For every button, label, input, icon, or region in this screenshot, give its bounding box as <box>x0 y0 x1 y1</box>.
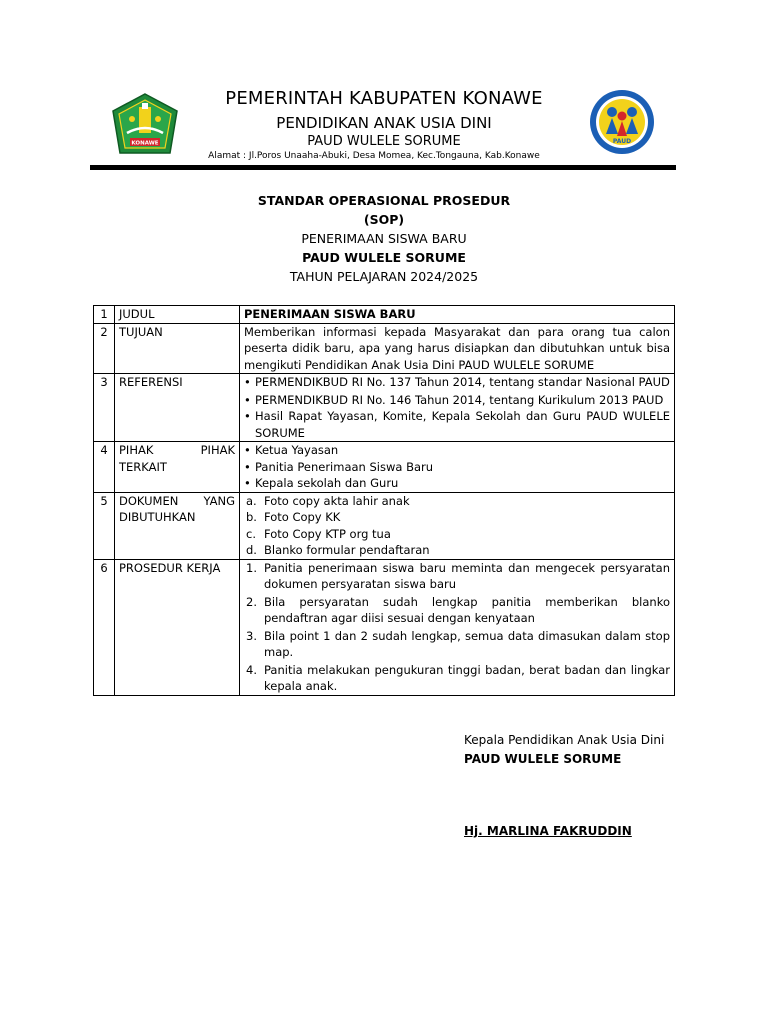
letterhead-institution: PENDIDIKAN ANAK USIA DINI <box>276 114 492 132</box>
row-label: PIHAK PIHAK TERKAIT <box>115 442 240 493</box>
list-marker: d. <box>246 543 257 557</box>
row-label: PROSEDUR KERJA <box>115 559 240 695</box>
list-item: • Hasil Rapat Yayasan, Komite, Kepala Sekolah dan Guru PAUD WULELE SORUME <box>244 408 670 441</box>
logo-right-caption: PAUD <box>612 138 632 145</box>
table-row <box>94 323 675 374</box>
row-label: TUJUAN <box>115 323 240 374</box>
doc-title-line-1: STANDAR OPERASIONAL PROSEDUR <box>257 193 511 208</box>
list-item <box>244 509 670 526</box>
list-item: • Kepala sekolah dan Guru <box>244 475 670 492</box>
row-label: JUDUL <box>115 306 240 324</box>
sop-table <box>93 305 675 696</box>
list-item <box>244 594 670 627</box>
list-item <box>244 542 670 559</box>
row-value <box>240 442 675 493</box>
list-item <box>244 628 670 661</box>
doc-title-line-2: (SOP) <box>363 212 405 227</box>
list-item-text: Bila point 1 dan 2 sudah lengkap, semua data dimasukan dalam stop map. <box>264 628 670 659</box>
list-item: • PERMENDIKBUD RI No. 137 Tahun 2014, tentang standar Nasional PAUD <box>244 374 670 391</box>
row-number: 2 <box>94 323 115 374</box>
list-item-text: Bila persyaratan sudah lengkap panitia memberikan blanko pendaftran agar diisi sesuai dengan kenyataan <box>264 594 670 625</box>
list-item: • Ketua Yayasan <box>244 442 670 459</box>
list-item-text: Blanko formular pendaftaran <box>264 543 430 557</box>
letterhead-divider <box>90 165 676 170</box>
list-marker: 4. <box>246 662 257 677</box>
list-item-text: Foto Copy KK <box>264 510 341 524</box>
row-label: REFERENSI <box>115 374 240 442</box>
signature-role: Kepala Pendidikan Anak Usia Dini <box>464 733 665 747</box>
list-item <box>244 493 670 510</box>
doc-title-line-5: TAHUN PELAJARAN 2024/2025 <box>289 269 479 284</box>
row-number: 5 <box>94 492 115 559</box>
signature-school: PAUD WULELE SORUME <box>464 752 622 766</box>
list-marker: 2. <box>246 594 257 609</box>
table-row <box>94 442 675 493</box>
list-marker: 3. <box>246 628 257 643</box>
letterhead-school: PAUD WULELE SORUME <box>307 134 461 149</box>
list-item <box>244 662 670 695</box>
list-marker: b. <box>246 510 257 524</box>
list-marker: c. <box>246 526 256 541</box>
list-item-text: Foto copy akta lahir anak <box>264 493 410 508</box>
list-item-text: Foto Copy KTP org tua <box>264 526 391 541</box>
row-value: Memberikan informasi kepada Masyarakat dan para orang tua calon peserta didik baru, apa yang harus disiapkan dan dibutuhkan untuk bisa mengikuti Pendidikan Anak Usia Dini PAUD WULELE SORUME <box>240 323 675 374</box>
list-marker: 1. <box>246 560 257 575</box>
doc-title-line-3: PENERIMAAN SISWA BARU <box>301 231 467 246</box>
list-item: • PERMENDIKBUD RI No. 146 Tahun 2014, tentang Kurikulum 2013 PAUD <box>244 392 670 409</box>
signature-name: Hj. MARLINA FAKRUDDIN <box>464 824 632 838</box>
row-number: 4 <box>94 442 115 493</box>
row-value <box>240 374 675 442</box>
list-marker: a. <box>246 493 257 508</box>
logo-left-caption: KONAWE <box>131 140 159 147</box>
letterhead-address: Alamat : Jl.Poros Unaaha-Abuki, Desa Momea, Kec.Tongauna, Kab.Konawe <box>208 151 540 161</box>
list-item-text: Panitia penerimaan siswa baru meminta dan mengecek persyaratan dokumen persyaratan siswa baru <box>264 560 670 591</box>
table-row <box>94 306 675 324</box>
doc-title-line-4: PAUD WULELE SORUME <box>302 250 466 265</box>
list-item <box>244 526 670 543</box>
row-value <box>240 559 675 695</box>
table-row <box>94 559 675 695</box>
table-row <box>94 492 675 559</box>
list-item <box>244 560 670 593</box>
letterhead-government: PEMERINTAH KABUPATEN KONAWE <box>225 88 543 109</box>
row-number: 3 <box>94 374 115 442</box>
row-value <box>240 492 675 559</box>
row-number: 6 <box>94 559 115 695</box>
row-value: PENERIMAAN SISWA BARU <box>240 306 675 324</box>
row-label: DOKUMEN YANG DIBUTUHKAN <box>115 492 240 559</box>
table-row <box>94 374 675 442</box>
list-item: • Panitia Penerimaan Siswa Baru <box>244 459 670 476</box>
list-item-text: Panitia melakukan pengukuran tinggi badan, berat badan dan lingkar kepala anak. <box>264 662 670 693</box>
row-number: 1 <box>94 306 115 324</box>
